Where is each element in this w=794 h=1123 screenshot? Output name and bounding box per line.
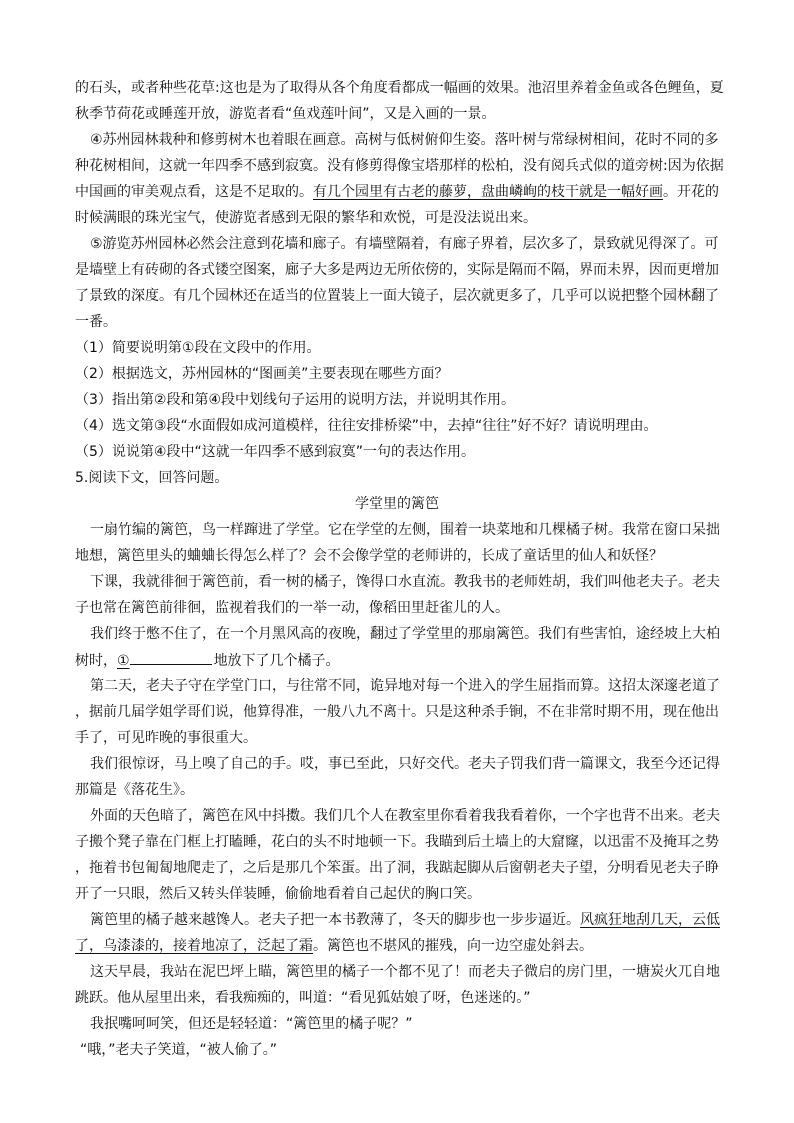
text-line: 种花树相间，这就一年四季不感到寂寞。没有修剪得像宝塔那样的松柏，没有阅兵式似的道旁树:因为依据 <box>75 158 724 174</box>
text-line <box>75 936 725 956</box>
text-line: 我抿嘴呵呵笑，但还是轻轻道：“篱笆里的橘子呢？” <box>90 1016 413 1032</box>
text-line: “哦，”老夫子笑道，“被人偷了。” <box>80 1042 278 1058</box>
fill-in-blank <box>130 650 212 665</box>
text-line: 子也常在篱笆前徘徊，监视着我们的一举一动，像稻田里赶雀儿的人。 <box>75 600 509 616</box>
text-line: 了景致的深度。有几个园林还在适当的位置装上一面大镜子，层次就更多了，几乎可以说把整个园林翻了 <box>75 288 719 304</box>
text-line: 我们终于憋不住了，在一个月黑风高的夜晚，翻过了学堂里的那扇篱笆。我们有些害怕，途经坡上大柏 <box>90 626 720 642</box>
article-title: 学堂里的篱笆 <box>355 496 439 512</box>
question-5: （5）说说第④段中“这就一年四季不感到寂寞”一句的表达作用。 <box>75 444 475 460</box>
text-line: 跳跃。他从屋里出来，看我痴痴的，叫道：“看见狐姑娘了呀，色迷迷的。” <box>75 990 531 1006</box>
text-line <box>75 182 725 202</box>
text-line: 这天早晨，我站在泥巴坪上瞄，篱笆里的橘子一个都不见了！而老夫子微启的房门里，一塘炭火兀自地 <box>90 964 720 980</box>
question-3: （3）指出第②段和第④段中划线句子运用的说明方法，并说明其作用。 <box>75 392 516 408</box>
text-line: 一番。 <box>75 314 117 330</box>
text-line: 时候满眼的珠光宝气，使游览者感到无限的繁华和欢悦，可是没法说出来。 <box>75 210 537 226</box>
text-line: 外面的天色暗了，篱笆在风中抖擞。我们几个人在教室里你看着我我看着你，一个字也背不出来。老夫 <box>90 808 720 824</box>
text-line: ④苏州园林栽种和修剪树木也着眼在画意。高树与低树俯仰生姿。落叶树与常绿树相间，花时不同的多 <box>90 132 719 148</box>
text-segment: 。篱笆也不堪风的摧残，向一边空虚处斜去。 <box>313 938 593 954</box>
text-line <box>90 910 725 930</box>
text-line: 手了，可见昨晚的事很重大。 <box>75 730 257 746</box>
text-line: 第二天，老夫子守在学堂门口，与往常不同，诡异地对每一个进入的学生屈指而算。这招太深邃老道了 <box>90 678 720 694</box>
underlined-sentence: 有几个园里有古老的藤萝，盘曲嶙峋的枝干就是一幅好画 <box>313 184 663 200</box>
question-4: （4）选文第③段“水面假如成河道模样，往往安排桥梁”中，去掉“往往”好不好？请说明理由。 <box>75 418 658 434</box>
text-line: 那篇是《落花生》。 <box>75 782 194 798</box>
text-line: 秋季节荷花或睡莲开放，游览者看“鱼戏莲叶间”，又是入画的一景。 <box>75 106 496 122</box>
text-line: 的石头，或者种些花草:这也是为了取得从各个角度看都成一幅画的效果。池沼里养着金鱼或各色鲤鱼，夏 <box>75 80 724 96</box>
text-line: ，据前几届学姐学哥们说，他算得准，一般八九不离十。只是这种杀手锏，不在非常时期不用，现在他出 <box>75 704 719 720</box>
text-segment: 树时， <box>75 653 117 669</box>
text-segment: 中国画的审美观点看，这是不足取的。 <box>75 184 313 200</box>
text-line: 地想，篱笆里头的蛐蛐长得怎么样了？会不会像学堂的老师讲的，长成了童话里的仙人和妖怪？ <box>75 548 663 564</box>
text-line: ⑤游览苏州园林必然会注意到花墙和廊子。有墙壁隔着，有廊子界着，层次多了，景致就见得深了。可 <box>90 236 719 252</box>
text-line: 是墙壁上有砖砌的各式镂空图案，廊子大多是两边无所依傍的，实际是隔而不隔，界而未界，因而更增加 <box>75 262 719 278</box>
underlined-sentence: 风疯狂地刮几天，云低 <box>580 912 720 928</box>
blank-number: ① <box>117 653 130 669</box>
text-line: 我们很惊讶，马上嗅了自己的手。哎，事已至此，只好交代。老夫子罚我们背一篇课文，我至今还记得 <box>90 756 720 772</box>
text-segment: 篱笆里的橘子越来越馋人。老夫子把一本书教薄了，冬天的脚步也一步步逼近。 <box>90 912 580 928</box>
question-1: （1）简要说明第①段在文段中的作用。 <box>75 340 321 356</box>
text-line: 下课，我就徘徊于篱笆前，看一树的橘子，馋得口水直流。教我书的老师姓胡，我们叫他老夫子。老夫 <box>90 574 720 590</box>
text-segment: 地放下了几个橘子。 <box>213 653 340 669</box>
text-line: ，拖着书包匍匐地爬走了，之后是那几个笨蛋。出了洞，我踮起脚从后窗朝老夫子望，分明看见老夫子睁 <box>75 860 719 876</box>
text-segment: 。开花的 <box>663 184 719 200</box>
text-line: 一扇竹编的篱笆，鸟一样蹿进了学堂。它在学堂的左侧，围着一块菜地和几棵橘子树。我常在窗口呆拙 <box>90 522 720 538</box>
text-line: 开了一只眼，然后又转头佯装睡，偷偷地看着自己起伏的胸口笑。 <box>75 886 481 902</box>
underlined-sentence: 了，乌漆漆的，接着地凉了，泛起了霜 <box>75 938 313 954</box>
question-2: （2）根据选文，苏州园林的“图画美”主要表现在哪些方面？ <box>75 366 449 382</box>
text-line: 子搬个凳子靠在门框上打瞌睡，花白的头不时地顿一下。我瞄到后土墙上的大窟窿，以迅雷不及掩耳之势 <box>75 834 719 850</box>
section-heading: 5.阅读下文，回答问题。 <box>75 470 229 486</box>
text-line <box>75 650 725 671</box>
